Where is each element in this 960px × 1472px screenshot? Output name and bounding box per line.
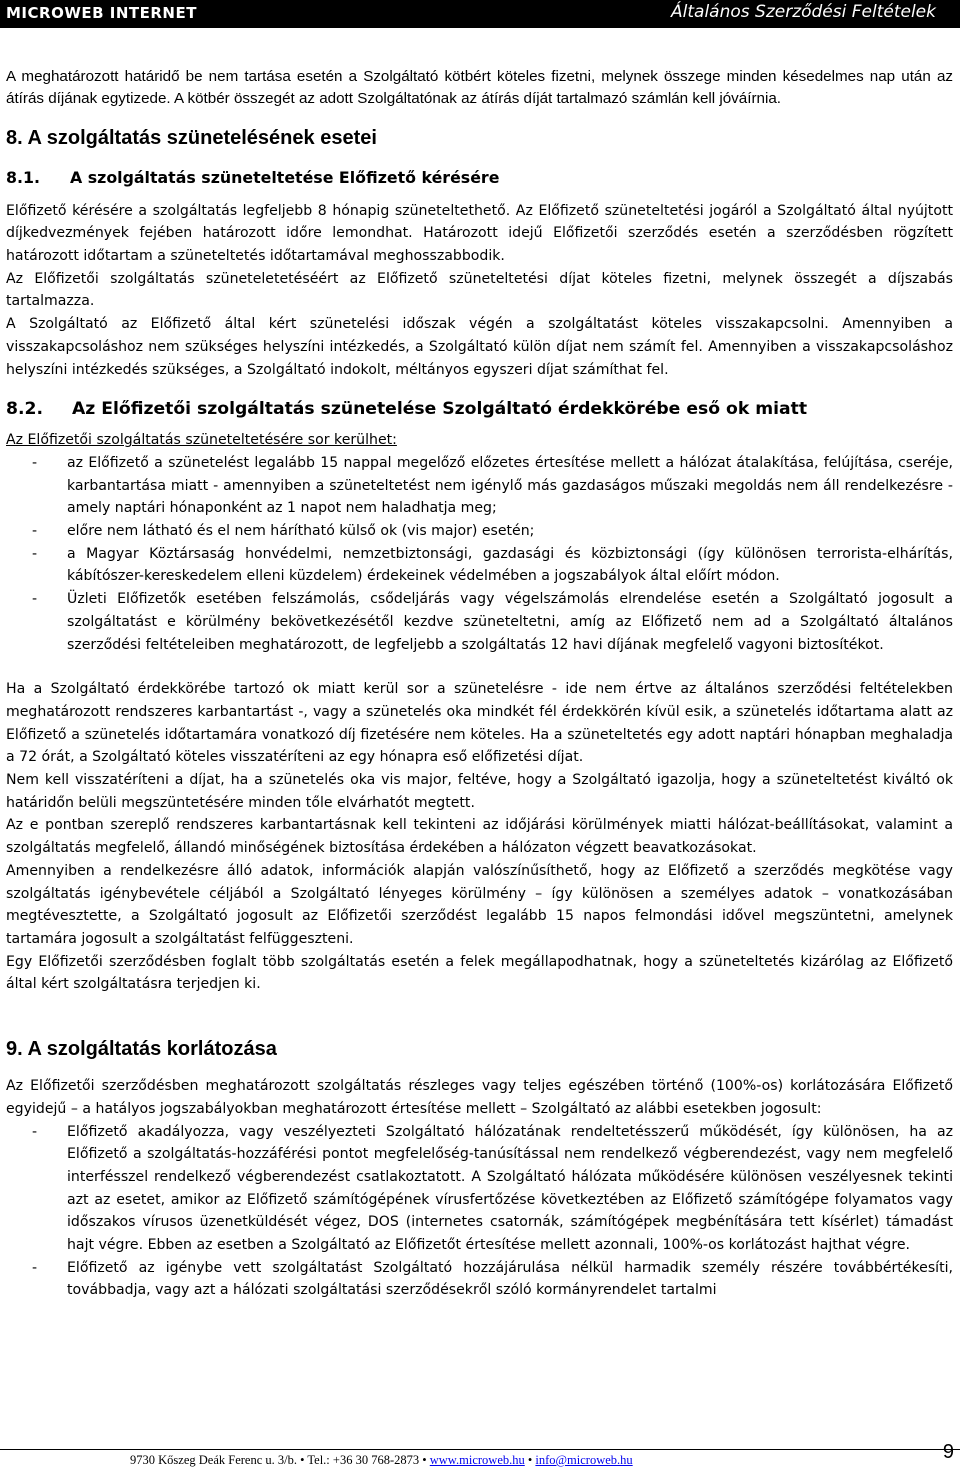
phone: Tel.: +36 30 768-2873 bbox=[307, 1453, 420, 1467]
paragraph: Az Előfizetői szolgáltatás szüneteletetéséért az Előfizető szüneteltetési díjat köteles fizetni, melynek összegét a díjszabás tartalmazza. bbox=[6, 270, 953, 310]
section-8-2-heading bbox=[6, 399, 953, 419]
paragraph: A Szolgáltató az Előfizető által kért szünetelési időszak végén a szolgáltatást köteles visszakapcsolni. Amennyiben a visszakapcsoláshoz nem szükséges helyszíni intézkedés, a Szolgáltató külön díjat nem számít fel. Amennyiben a visszakapcsoláshoz helyszíni intézkedés szükséges, a Szolgáltató indokolt, méltányos egyszeri díjat számíthat fel. bbox=[6, 316, 953, 378]
paragraph: Egy Előfizetői szerződésben foglalt több szolgáltatás esetén a felek megállapodhatnak, hogy a szüneteltetés kizárólag az Előfizető által kért szolgáltatásra terjedjen ki. bbox=[6, 953, 953, 993]
paragraph: Az Előfizetői szerződésben meghatározott szolgáltatás részleges vagy teljes egészében történő (100%-os) korlátozására Előfizető egyidejű – a hatályos jogszabályokban meghatározott értesítése mellett – Szolgáltató az alábbi esetekben jogosult: bbox=[6, 1078, 953, 1117]
intro-paragraph: A meghatározott határidő be nem tartása esetén a Szolgáltató kötbért köteles fizetni, melynek összege minden késedelmes nap után az átírás díjának egytizede. A kötbér összegét az adott Szolgáltatónak az átírás díját tartalmazó számlán kell jóváírnia. bbox=[6, 68, 953, 108]
paragraph: Előfizető kérésére a szolgáltatás legfeljebb 8 hónapig szüneteltethető. Az Előfizető szüneteltetési jogáról a Szolgáltató által nyújtott díjkedvezmények fejében határozott időre lemondhat. Határozott idejű Előfizetői szerződés esetén a szerződésben rögzített határozott időtartam a szüneteltetés időtartamával meghosszabbodik. bbox=[6, 202, 953, 264]
suspension-cases-list bbox=[6, 452, 953, 656]
paragraph: Nem kell visszatéríteni a díjat, ha a szünetelés oka vis major, feltéve, hogy a Szolgáltató igazolja, hogy a szüneteltetést kiváltó ok határidőn belüli megszüntetésére minden tőle elvárhatót megtett. bbox=[6, 772, 953, 811]
paragraph: Az e pontban szereplő rendszeres karbantartásnak kell tekinteni az időjárási körülmények miatti hálózat-beállításokat, valamint a szolgáltatás megfelelő, állandó minőségének biztosítása érdekében a hálózaton végzett beavatkozásokat. bbox=[6, 817, 953, 857]
restriction-cases-list bbox=[6, 1121, 953, 1303]
section-number: 8.1. bbox=[6, 167, 40, 187]
list-lead: Az Előfizetői szolgáltatás szüneteltetésére sor kerülhet: bbox=[6, 432, 397, 449]
page-number: 9 bbox=[942, 1441, 954, 1463]
section-8-heading: 8. A szolgáltatás szünetelésének esetei bbox=[6, 126, 377, 149]
contact-info bbox=[130, 1453, 633, 1468]
section-title: Az Előfizetői szolgáltatás szünetelése Szolgáltató érdekkörébe eső ok miatt bbox=[72, 399, 808, 420]
list-item: - Előfizető akadályozza, vagy veszélyezteti Szolgáltató hálózatának rendeltetésszerű működését, így különösen, ha az Előfizető a szolgáltatás-hozzáférési pontot megfelelőség-tanúsítással nem rendelkező végberendezést, vagy nem megfelelő interfésszel rendelkező végberendezést csatlakoztatott. A Szolgáltató hálózata működésére különösen veszélyesnek tekinti azt az esetet, amikor az Előfizető számítógépének vírusfertőzése következtében az Előfizető számítógépe folyamatos vagy időszakos vírusos üzenetküldését végez, DOS (internetes csatornák, számítógépek megbénítására tett kísérlet) támadást hajt végre. Ebben az esetben a Szolgáltató az Előfizetőt értesítése mellett azonnali, 100%-os korlátozást hajthat végre. bbox=[32, 1123, 953, 1254]
page-footer bbox=[0, 1441, 960, 1472]
section-number: 8.2. bbox=[6, 399, 43, 420]
list-item: - Előfizető az igénybe vett szolgáltatást Szolgáltató hozzájárulása nélkül harmadik személy részére továbbértékesíti, továbbadja, vagy azt a hálózati szolgáltatási szerződésekről szóló kormányrendelet tartalmi bbox=[32, 1259, 953, 1299]
bullet-separator: • bbox=[300, 1453, 305, 1467]
list-item: - előre nem látható és el nem hárítható külső ok (vis major) esetén; bbox=[32, 523, 535, 540]
page-header bbox=[0, 0, 960, 28]
list-item: - az Előfizető a szünetelést legalább 15 nappal megelőző előzetes értesítése mellett a hálózat átalakítása, felújítása, cseréje, karbantartása miatt - amennyiben a szüneteltetést nem igénylő más gazdaságos műszaki megoldás nem áll rendelkezésre - amely naptári hónaponként az 1 napot nem haladhatja meg; bbox=[32, 454, 953, 517]
section-9-heading: 9. A szolgáltatás korlátozása bbox=[6, 1038, 277, 1061]
company-name: MICROWEB INTERNET bbox=[6, 4, 197, 22]
list-item: - Üzleti Előfizetők esetében felszámolás, csődeljárás vagy végelszámolás elrendelése esetén a Szolgáltató jogosult a szolgáltatást e körülmény bekövetkezésétől kezdve szüneteltetni, amíg az Előfizető nem ad a Szolgáltató általános szerződési feltételeiben meghatározott, de legfeljebb a szolgáltatás 12 havi díjának megfelelő vagyoni biztosítékot. bbox=[32, 591, 953, 653]
paragraph: Ha a Szolgáltató érdekkörébe tartozó ok miatt kerül sor a szünetelésre - ide nem értve az általános szerződési feltételekben meghatározott rendszeres karbantartást -, vagy a szünetelés oka mindkét fél érdekkörén kívül esik, a szünetelés időtartama alatt az Előfizető a szünetelés időtartamára vonatkozó díj fizetésére nem köteles. Ha a szüneteltetés egy adott naptári hónapban meghaladja a 72 órát, a Szolgáltató köteles visszatéríteni az egy hónapra eső előfizetési díjat. bbox=[6, 681, 953, 766]
list-item: - a Magyar Köztársaság honvédelmi, nemzetbiztonsági, gazdasági és közbiztonsági (így különösen terrorista-elhárítás, kábítószer-kereskedelem elleni küzdelem) érdekeinek védelmében a jogszabályok által előírt módon. bbox=[32, 545, 953, 585]
email-link[interactable]: info@microweb.hu bbox=[535, 1453, 633, 1467]
paragraph: Amennyiben a rendelkezésre álló adatok, információk alapján valószínűsíthető, hogy az Előfizető a szerződés megkötése vagy szolgáltatás igénybevétele céljából a Szolgáltató lényeges körülmény – így különösen a személyes adatok – vonatkozásában megtévesztette, a Szolgáltató jogosult az Előfizetői szerződést legalább 15 napos felmondási idővel megszüntetni, amelynek tartamára jogosult a szolgáltatást felfüggeszteni. bbox=[6, 862, 953, 947]
document-body bbox=[6, 66, 953, 1302]
section-8-1-heading bbox=[6, 168, 953, 187]
address: 9730 Kőszeg Deák Ferenc u. 3/b. bbox=[130, 1453, 297, 1467]
document-title: Általános Szerződési Feltételek bbox=[671, 2, 936, 22]
bullet-separator: • bbox=[422, 1453, 427, 1467]
website-link[interactable]: www.microweb.hu bbox=[429, 1453, 525, 1467]
bullet-separator: • bbox=[527, 1453, 533, 1467]
footer-divider bbox=[0, 1449, 960, 1450]
section-title: A szolgáltatás szüneteltetése Előfizető kérésére bbox=[70, 167, 500, 187]
